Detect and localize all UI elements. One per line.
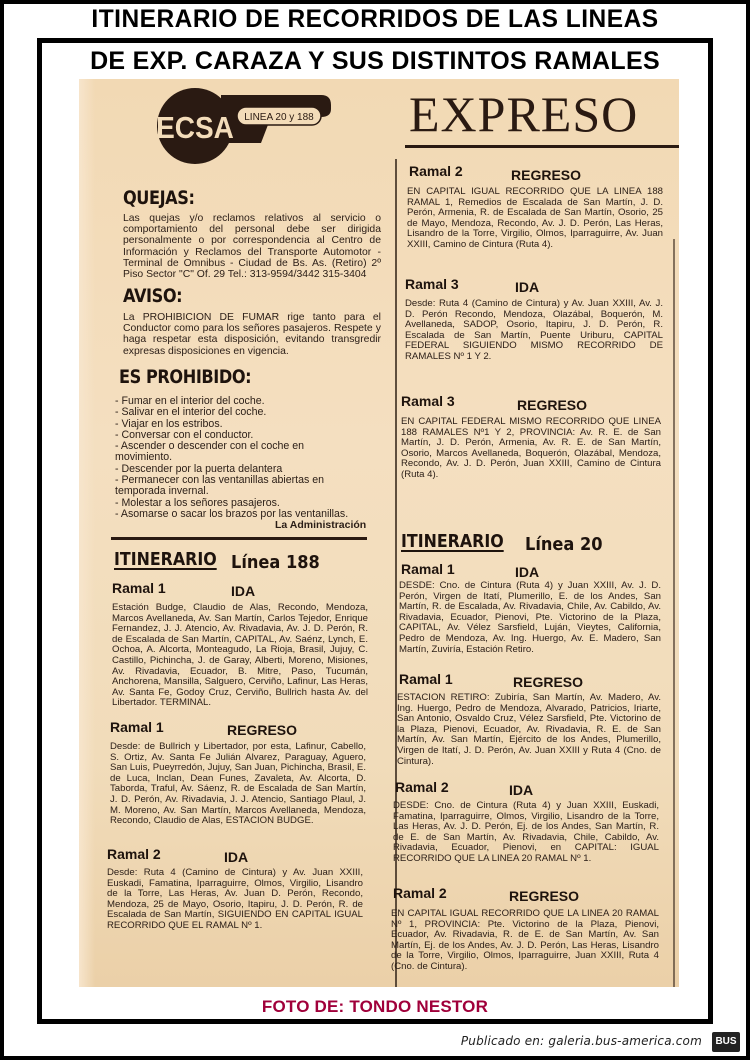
right-column-rule bbox=[673, 239, 675, 987]
itinerario-188-title: ITINERARIO bbox=[114, 549, 217, 570]
svg-text:LINEA 20 y 188: LINEA 20 y 188 bbox=[244, 112, 314, 123]
svg-text:ECSA: ECSA bbox=[156, 110, 234, 146]
list-item: - Salivar en el interior del coche. bbox=[115, 406, 267, 419]
list-item: - Molestar a los señores pasajeros. bbox=[115, 496, 280, 509]
list-item: - Descender por la puerta delantera bbox=[115, 462, 283, 475]
ramal-label: Ramal 3 bbox=[401, 393, 455, 409]
list-item: - Permanecer con las ventanillas abiertas en bbox=[115, 474, 325, 487]
route-text: EN CAPITAL FEDERAL MISMO RECORRIDO QUE LINEA 188 RAMALES Nº1 Y 2, PROVINCIA: Av. R. E. de San Martín, J. D. Perón, Armenia, Av. R. E. de San Martín, Osorio, Marcos Avellaneda, Boquerón, Olazábal, Mendoza, Recondo, Av. J. D. Perón, Juan XXIII, Camino de Cintura (Ruta 4). bbox=[401, 416, 661, 480]
bus-america-logo-icon: BUS bbox=[712, 1032, 740, 1052]
route-text: Desde: de Bullrich y Libertador, por esta, Lafinur, Cabello, S. Ortiz, Av. Santa Fe Julián Alvarez, Paraguay, Aguero, San Luis, Pueyrredón, Jujuy, San Juan, Pichincha, Brasil, E. de Luca, Inclan, Dean Funes, Zavaleta, Av. Alcorta, D. Taborda, Traful, Av. Sáenz, R. de Escalada de San Martín, J. D. Perón, Av. Rivadavia, J. J. Atencio, Santiago Plaul, J. M. Moreno, Av. San Martín, Marcos Avellaneda, Mendoza, Recondo, Claudio de Alas, ESTACION BUDGE. bbox=[110, 741, 366, 827]
linea-188-label: Línea 188 bbox=[231, 552, 320, 573]
masthead-expreso: EXPRESO bbox=[409, 86, 639, 142]
ramal-label: Ramal 3 bbox=[405, 276, 459, 292]
list-item: - Viajar en los estribos. bbox=[115, 417, 223, 430]
direction-label: IDA bbox=[515, 564, 540, 580]
list-item: movimiento. bbox=[115, 451, 173, 464]
direction-label: IDA bbox=[231, 583, 256, 599]
direction-label: REGRESO bbox=[511, 167, 582, 183]
route-text: Desde: Ruta 4 (Camino de Cintura) y Av. Juan XXIII, Euskadi, Famatina, Iparraguirre, Olmos, Virgilio, Lisandro de la Torre, Las Heras, Av. Juan D. Perón, Recondo, Mendoza, 25 de Mayo, Osorio, Itapiru, J. D. Perón, R. de Escalada de San Martín, SIGUIENDO EN CAPITAL IGUAL RECORRIDO QUE EL RAMAL Nº 1. bbox=[107, 867, 363, 931]
prohibido-list bbox=[115, 396, 385, 520]
list-item: - Fumar en el interior del coche. bbox=[115, 395, 265, 407]
direction-label: IDA bbox=[224, 849, 249, 865]
ramal-label: Ramal 1 bbox=[112, 580, 166, 596]
published-on-link[interactable]: Publicado en: galeria.bus-america.com bbox=[460, 1034, 702, 1048]
section-rule bbox=[111, 537, 367, 540]
direction-label: REGRESO bbox=[517, 397, 588, 413]
list-item: - Conversar con el conductor. bbox=[115, 428, 254, 441]
route-text: DESDE: Cno. de Cintura (Ruta 4) y Juan XXIII, Av. J. D. Perón, Virgen de Itatí, Plumerillo, E. de los Andes, San Martín, R. de Escalada, Av. Rivadavia, Chile, Av. Cabildo, Av. Rivadavia, Ecuador, Pienovi, Pte. Victorino de la Plaza, CAPITAL, Av. Vélez Sarsfield, Luján, Vieytes, California, Pedro de Mendoza, Av. Ing. Huergo, Av. E. Madero, San Martín, Zuviría, Estación Retiro. bbox=[399, 580, 661, 655]
masthead-rule bbox=[405, 145, 679, 148]
quejas-heading: QUEJAS: bbox=[123, 187, 195, 209]
ramal-label: Ramal 2 bbox=[409, 163, 463, 179]
route-text: EN CAPITAL IGUAL RECORRIDO QUE LA LINEA 188 RAMAL 1, Remedios de Escalada de San Martín, J. D. Perón, Armenia, R. de Escalada de San Martín, Osorio, 25 de Mayo, Mendoza, Recondo, Av. J. D. Perón, Las Heras, Lisandro de la Torre, Virgilio, Olmos, Iparraguirre, Av. Juan XXIII, Camino de Cintura (Ruta 4). bbox=[407, 186, 663, 250]
direction-label: IDA bbox=[509, 782, 534, 798]
route-text: EN CAPITAL IGUAL RECORRIDO QUE LA LINEA 20 RAMAL Nº 1, PROVINCIA: Pte. Victorino de la Plaza, Pienovi, Ecuador, Av. Rivadavia, R. de E. de San Martín, Av. San Martín, Ej. de los Andes, Av. J. D. Perón, Las Heras, Lisandro de la Torre, Virgilio, Olmos, Iparraguirre, Juan XXIII, Ruta 4 (Cno. de Cintura). bbox=[391, 908, 659, 972]
direction-label: REGRESO bbox=[227, 722, 298, 738]
ramal-label: Ramal 1 bbox=[399, 671, 453, 687]
linea-20-label: Línea 20 bbox=[525, 534, 603, 555]
quejas-text: Las quejas y/o reclamos relativos al servicio o comportamiento del personal debe ser dirigida personalmente o por correspondencia al Centro de Información y Reclamos del Transporte Automotor - Terminal de Omnibus - Ciudad de Bs. As. (Retiro) 2º Piso Sector "C" Of. 29 Tel.: 313-9594/3442 315-3404 bbox=[123, 213, 381, 281]
direction-label: REGRESO bbox=[513, 674, 584, 690]
route-text: ESTACION RETIRO: Zubiría, San Martín, Av. Madero, Av. Ing. Huergo, Pedro de Mendoza, Alvarado, Patricios, Iriarte, San Antonio, Osvaldo Cruz, Vélez Sarsfield, Pte. Victorino de la Plaza, Pienovi, Ecuador, Av. Rivadavia, R. E. de San Martín, Av. San Martín, Ejército de los Andes, Plumerillo, Virgen de Itatí, J. D. Perón, Av. Juan XXIII y Ruta 4 (Cno. de Cintura). bbox=[397, 692, 661, 767]
list-item: temporada invernal. bbox=[115, 485, 209, 498]
page-title-line2: DE EXP. CARAZA Y SUS DISTINTOS RAMALES bbox=[90, 47, 660, 75]
page-title-line1: ITINERARIO DE RECORRIDOS DE LAS LINEAS bbox=[91, 5, 659, 33]
route-text: Desde: Ruta 4 (Camino de Cintura) y Av. Juan XXIII, Av. J. D. Perón Recondo, Mendoza, Olazábal, Boquerón, M. Avellaneda, SADOP, Osorio, Itapiru, J. D. Perón, R. Escalada de San Martín, Puente Uriburu, CAPITAL FEDERAL SIGUIENDO MISMO RECORRIDO DE RAMALES Nº 1 Y 2. bbox=[405, 298, 663, 362]
route-text: DESDE: Cno. de Cintura (Ruta 4) y Juan XXIII, Euskadi, Famatina, Iparraguirre, Olmos, Virgilio, Lisandro de la Torre, Las Heras, Av. J. D. Perón, Ej. de los Andes, San Martín, R. de E. de San Martín, Av. Rivadavia, Chile, Cabildo, Av. Rivadavia, Ecuador, Pienovi, en CAPITAL: IGUAL RECORRIDO QUE LA LINEA 20 RAMAL Nº 1. bbox=[393, 800, 659, 864]
newspaper-clipping bbox=[79, 79, 679, 987]
ramal-label: Ramal 1 bbox=[401, 561, 455, 577]
photo-credit: FOTO DE: TONDO NESTOR bbox=[261, 997, 489, 1016]
route-text: Estación Budge, Claudio de Alas, Recondo, Mendoza, Marcos Avellaneda, Av. San Martín, Carlos Tejedor, Enrique Fernandez, J. J. Atencio, Av. Rivadavia, Av. J. D. Perón, R. de Escalada de San Martín, CAPITAL, Av. Saénz, Lynch, E. Ochoa, A. Alcorta, Monteagudo, La Rioja, Brasil, Jujuy, C. Castillo, Pichincha, J. de Garay, Alberti, Moreno, Misiones, Av. Rivadavia, Ecuador, B. Mitre, Paso, Tucumán, Anchorena, Mansilla, Salguero, Cerviño, Lafinur, Las Heras, Av. Santa Fe, Godoy Cruz, Cerviño, Bullrich hasta Av. del Libertador. TERMINAL. bbox=[112, 602, 368, 709]
direction-label: IDA bbox=[515, 279, 540, 295]
ramal-label: Ramal 2 bbox=[107, 846, 161, 862]
ramal-label: Ramal 2 bbox=[395, 779, 449, 795]
prohibido-heading: ES PROHIBIDO: bbox=[119, 366, 252, 388]
list-item: - Asomarse o sacar los brazos por las ventanillas. bbox=[115, 507, 349, 520]
aviso-heading: AVISO: bbox=[123, 285, 183, 307]
administracion-signature: La Administración bbox=[275, 519, 367, 531]
inner-frame bbox=[37, 38, 713, 1024]
ramal-label: Ramal 1 bbox=[110, 719, 164, 735]
list-item: - Ascender o descender con el coche en bbox=[115, 440, 305, 453]
ramal-label: Ramal 2 bbox=[393, 885, 447, 901]
ecsa-logo-icon bbox=[151, 85, 331, 167]
aviso-text: La PROHIBICION DE FUMAR rige tanto para el Conductor como para los señores pasajeros. Respete y haga respetar esta disposición, evitando transgredir expresas disposiciones en vigencia. bbox=[123, 312, 381, 357]
direction-label: REGRESO bbox=[509, 888, 580, 904]
itinerario-20-title: ITINERARIO bbox=[401, 531, 504, 552]
